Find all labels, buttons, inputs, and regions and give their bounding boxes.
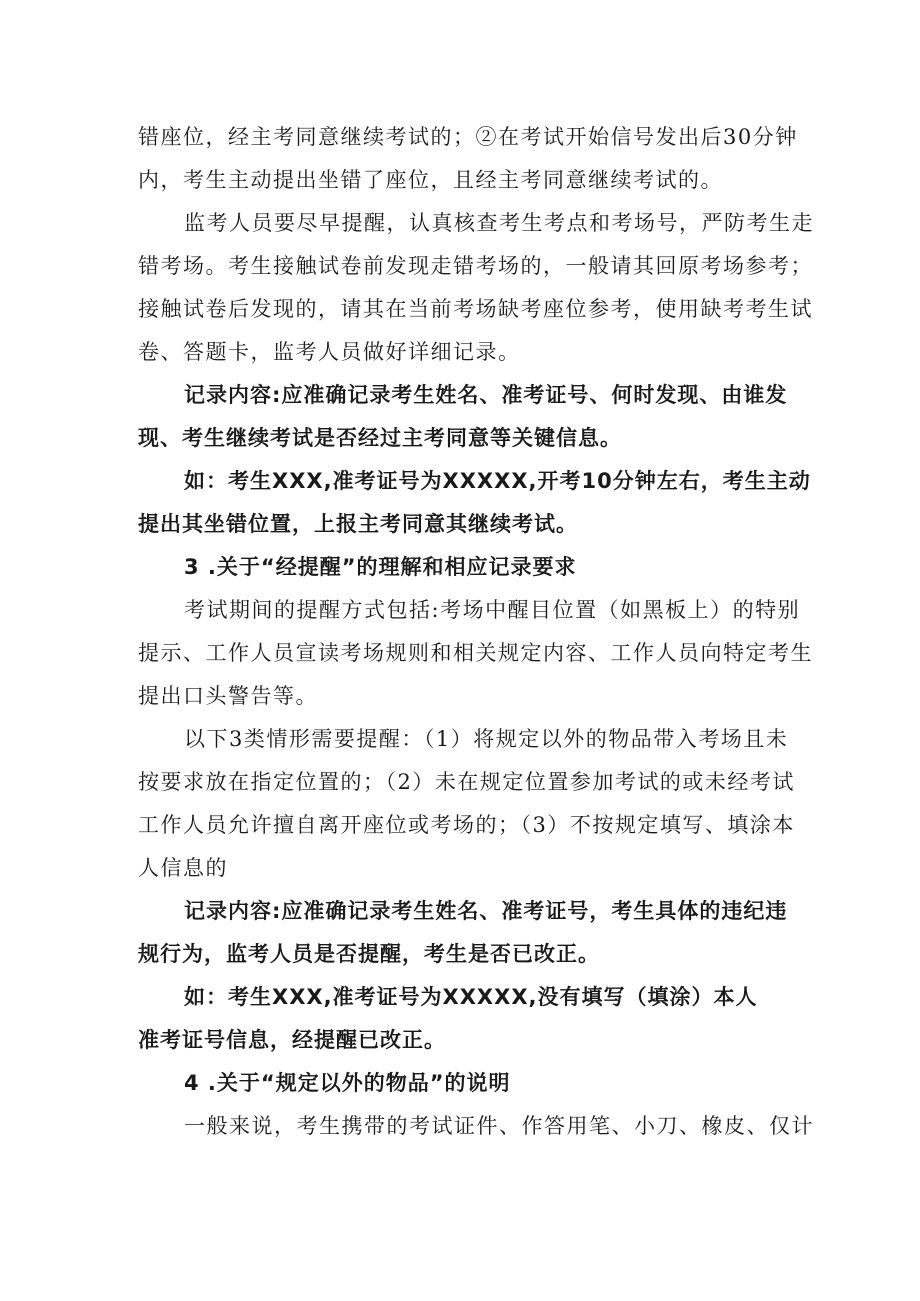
example-line: 如：考生XXX,准考证号为XXXXX,开考10分钟左右，考生主动 xyxy=(184,469,811,493)
paragraph-line: 提示、工作人员宣读考场规则和相关规定内容、工作人员向特定考生 xyxy=(138,641,813,665)
paragraph-line: 按要求放在指定位置的；（2）未在规定位置参加考试的或未经考试 xyxy=(138,770,795,794)
paragraph-line: 一般来说，考生携带的考试证件、作答用笔、小刀、橡皮、仅计 xyxy=(184,1114,814,1138)
paragraph-line: 监考人员要尽早提醒，认真核查考生考点和考场号，严防考生走 xyxy=(184,211,814,235)
paragraph-line: 内，考生主动提出坐错了座位，且经主考同意继续考试的。 xyxy=(138,168,723,192)
paragraph-line: 以下3类情形需要提醒：（1）将规定以外的物品带入考场且未 xyxy=(184,727,789,751)
record-content-line: 现、考生继续考试是否经过主考同意等关键信息。 xyxy=(138,426,622,450)
paragraph-line: 错座位，经主考同意继续考试的；②在考试开始信号发出后30分钟 xyxy=(138,125,798,149)
section-heading-4: 4 .关于“规定以外的物品”的说明 xyxy=(184,1071,511,1095)
example-line: 如：考生XXX,准考证号为XXXXX,没有填写（填涂）本人 xyxy=(184,985,758,1009)
record-content-line: 记录内容:应准确记录考生姓名、准考证号，考生具体的违纪违 xyxy=(184,899,788,923)
record-content-line: 规行为，监考人员是否提醒，考生是否已改正。 xyxy=(138,942,600,966)
paragraph-line: 提出口头警告等。 xyxy=(138,684,318,708)
record-content-line: 记录内容:应准确记录考生姓名、准考证号、何时发现、由谁发 xyxy=(184,383,788,407)
paragraph-line: 考试期间的提醒方式包括:考场中醒目位置（如黑板上）的特别 xyxy=(184,598,801,622)
paragraph-line: 错考场。考生接触试卷前发现走错考场的，一般请其回原考场参考； xyxy=(138,254,813,278)
paragraph-line: 卷、答题卡，监考人员做好详细记录。 xyxy=(138,340,521,364)
example-line: 提出其坐错位置，上报主考同意其继续考试。 xyxy=(138,512,578,536)
paragraph-line: 接触试卷后发现的，请其在当前考场缺考座位参考，使用缺考考生试 xyxy=(138,297,813,321)
section-heading-3: 3 .关于“经提醒”的理解和相应记录要求 xyxy=(184,555,577,579)
paragraph-line: 工作人员允许擅自离开座位或考场的；（3）不按规定填写、填涂本 xyxy=(138,813,795,837)
example-line: 准考证号信息，经提醒已改正。 xyxy=(138,1028,446,1052)
paragraph-line: 人信息的 xyxy=(138,856,228,880)
